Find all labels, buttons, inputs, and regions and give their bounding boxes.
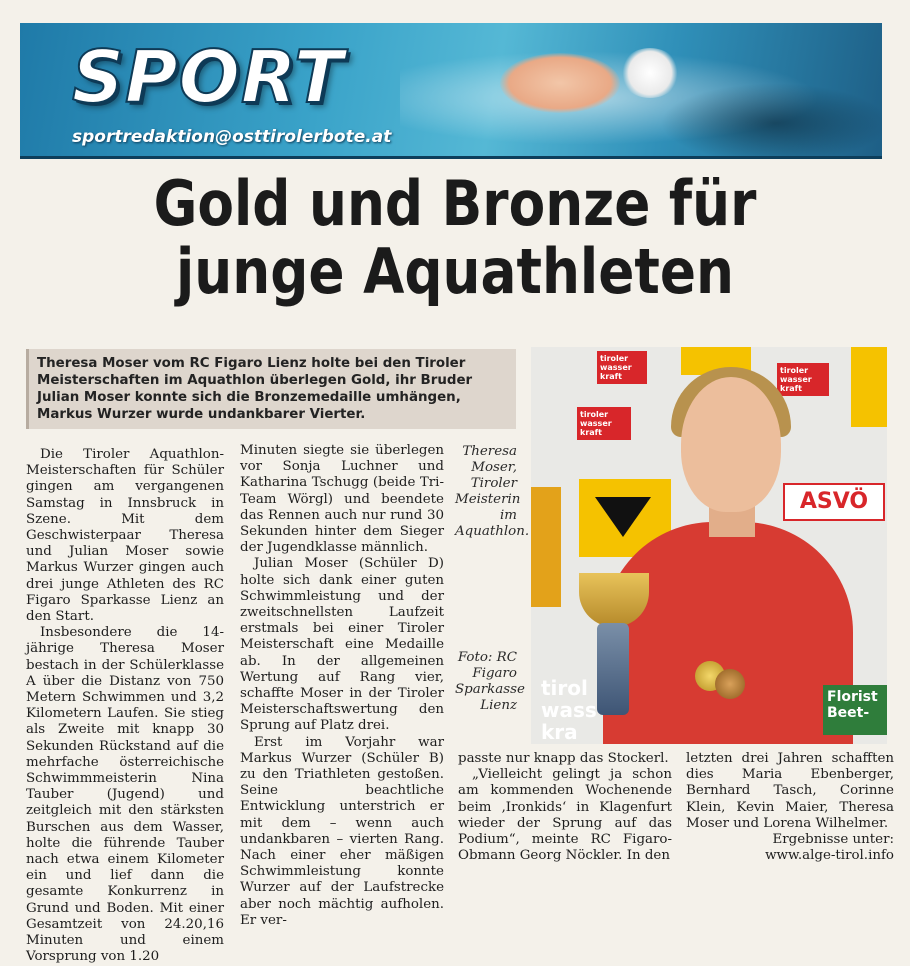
paragraph: letzten drei Jahren schafften dies Maria Ebenberger, Bernhard Tasch, Corinne Klein, Kevin Maier, Theresa Moser und Lorena Wilhelmer. — [686, 751, 894, 831]
results-link: www.alge-tirol.info — [765, 848, 894, 864]
water-shadow — [660, 83, 882, 159]
trophy-stem — [597, 623, 629, 715]
photo-caption: Theresa Moser, Tiroler Meisterin im Aquathlon. — [455, 444, 530, 539]
photo-credit: Foto: RC Figaro Sparkasse Lienz — [455, 650, 525, 713]
headline-line-2: junge Aquathleten — [176, 235, 734, 308]
asvo-logo: ASVÖ — [783, 483, 885, 521]
sponsor-sign: tiroler wasser kraft — [597, 351, 647, 384]
article-column-4 — [686, 751, 894, 864]
paragraph: Julian Moser (Schüler D) holte sich dank einer guten Schwimmleistung und der zweitschnellsten Laufzeit erstmals bei einer Tiroler Meisterschaft eine Medaille ab. In der allgemeinen Wertung auf Rang vier, schaffte Moser in der Tiroler Meisterschaftswertung den Sprung auf Platz drei. — [240, 556, 444, 734]
paragraph: Erst im Vorjahr war Markus Wurzer (Schüler B) zu den Triathleten gestoßen. Seine beachtliche Entwicklung unterstrich er mit dem – wenn auch undankbaren – vierten Rang. Nach einer eher mäßigen Schwimmleistung konnte Wurzer auf der Laufstrecke aber noch mächtig aufholen. Er ver- — [240, 734, 444, 928]
paragraph: Insbesondere die 14-jährige Theresa Moser bestach in der Schülerklasse A über die Distanz von 750 Metern Schwimmen und 3,2 Kilometern Laufen. Sie stieg als Zweite mit knapp 30 Sekunden Rückstand auf die mehrfache österreichische Schwimmmeisterin Nina Tauber (Jugend) und zeitgleich mit den stärksten Burschen aus dem Wasser, holte die führende Tauber nach etwa einem Kilometer ein und lief dann die gesamte Konkurrenz in Grund und Boden. Mit einer Gesamtzeit von 24.20,16 Minuten und einem Vorsprung von 1.20 — [26, 625, 224, 965]
florist-sign: Florist Beet- — [823, 685, 887, 735]
section-header-banner — [20, 23, 882, 159]
article-column-2 — [240, 443, 444, 929]
swimmer-arm — [500, 53, 620, 113]
red-shirt — [603, 522, 853, 744]
paragraph: Die Tiroler Aquathlon-Meisterschaften für Schüler gingen am vergangenen Samstag in Innsbruck in Szene. Mit dem Geschwisterpaar Theresa und Julian Moser sowie Markus Wurzer gingen auch drei junge Athleten des RC Figaro Sparkasse Lienz an den Start. — [26, 447, 224, 625]
sponsor-logo-mark — [595, 497, 651, 537]
sponsor-sign: tiroler wasser kraft — [577, 407, 631, 440]
medal-icon — [715, 669, 745, 699]
face — [681, 377, 781, 512]
paragraph: Minuten siegte sie überlegen vor Sonja Luchner und Katharina Tschugg (beide Tri-Team Wörgl) und beendete das Rennen auch nur rund 30 Sekunden hinter dem Sieger der Jugendklasse männlich. — [240, 443, 444, 556]
section-title: SPORT — [72, 35, 345, 119]
results-label: Ergebnisse unter: — [772, 832, 894, 848]
section-email: sportredaktion@osttirolerbote.at — [72, 127, 392, 147]
paragraph: passte nur knapp das Stockerl. — [458, 751, 669, 766]
article-column-1 — [26, 447, 224, 966]
sponsor-sign: tiroler wasser kraft — [777, 363, 829, 396]
headline-line-1: Gold und Bronze für — [153, 167, 757, 240]
banner-text: tirol wass kra — [541, 676, 597, 744]
headline — [81, 167, 829, 308]
sponsor-logo-yellow — [531, 487, 561, 607]
paragraph: „Vielleicht gelingt ja schon am kommenden Wochenende beim ‚Ironkids‘ in Klagenfurt wieder der Sprung auf das Podium“, meinte RC Figaro-Obmann Georg Nöckler. In den — [458, 767, 672, 864]
lead-paragraph: Theresa Moser vom RC Figaro Lienz holte bei den Tiroler Meisterschaften im Aquathlon überlegen Gold, ihr Bruder Julian Moser konnte sich die Bronzemedaille umhängen, Markus Wurzer wurde undankbarer Vierter. — [26, 349, 516, 429]
sponsor-logo-yellow — [851, 347, 887, 427]
article-photo — [531, 347, 887, 744]
article-column-3 — [458, 751, 672, 864]
